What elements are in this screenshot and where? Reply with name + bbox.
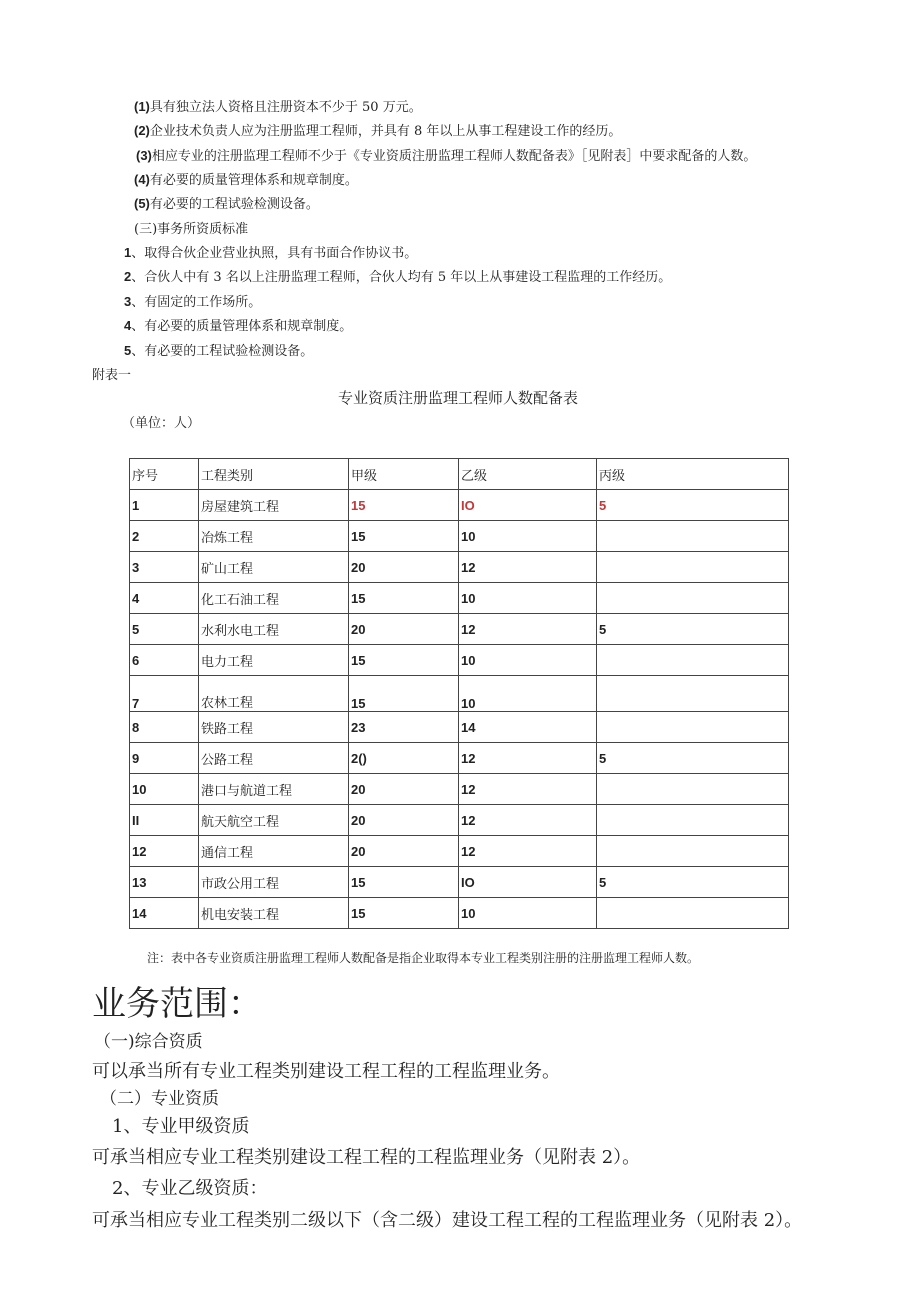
row-grade-a: 20 xyxy=(349,805,459,836)
row-category: 公路工程 xyxy=(199,743,349,774)
row-grade-c: 5 xyxy=(597,867,789,898)
row-grade-b: 10 xyxy=(459,645,597,676)
row-category: 电力工程 xyxy=(199,645,349,676)
row-grade-b: 12 xyxy=(459,614,597,645)
firm-item-4: 4、有必要的质量管理体系和规章制度。 xyxy=(124,318,353,334)
row-index: 7 xyxy=(130,676,199,712)
row-category: 航天航空工程 xyxy=(199,805,349,836)
row-grade-b: 12 xyxy=(459,552,597,583)
table-header-row xyxy=(130,459,789,490)
table-row xyxy=(130,614,789,645)
row-grade-c xyxy=(597,676,789,712)
row-grade-b: 12 xyxy=(459,805,597,836)
row-grade-c: 5 xyxy=(597,490,789,521)
table-row xyxy=(130,583,789,614)
table-row xyxy=(130,743,789,774)
table-row xyxy=(130,898,789,929)
row-grade-b: 10 xyxy=(459,898,597,929)
row-grade-b: IO xyxy=(459,490,597,521)
row-grade-b: 14 xyxy=(459,712,597,743)
row-grade-a: 15 xyxy=(349,645,459,676)
row-grade-c xyxy=(597,552,789,583)
row-grade-a: 15 xyxy=(349,867,459,898)
professional-heading: （二）专业资质 xyxy=(100,1089,219,1109)
row-index: 10 xyxy=(130,774,199,805)
row-grade-a: 15 xyxy=(349,521,459,552)
comprehensive-text: 可以承当所有专业工程类别建设工程工程的工程监理业务。 xyxy=(92,1061,560,1082)
row-index: 14 xyxy=(130,898,199,929)
requirement-2: (2)企业技术负责人应为注册监理工程师，并具有 8 年以上从事工程建设工作的经历。 xyxy=(134,123,622,139)
row-index: 3 xyxy=(130,552,199,583)
row-grade-c xyxy=(597,712,789,743)
row-index: 4 xyxy=(130,583,199,614)
requirement-3: (3)相应专业的注册监理工程师不少于《专业资质注册监理工程师人数配备表》［见附表］中要求配备的人数。 xyxy=(136,148,757,164)
table-note: 注：表中各专业资质注册监理工程师人数配备是指企业取得本专业工程类别注册的注册监理工程师人数。 xyxy=(147,951,700,965)
row-index: 12 xyxy=(130,836,199,867)
row-category: 市政公用工程 xyxy=(199,867,349,898)
row-category: 港口与航道工程 xyxy=(199,774,349,805)
table-row xyxy=(130,836,789,867)
table-row xyxy=(130,712,789,743)
row-grade-a: 20 xyxy=(349,552,459,583)
requirement-5: (5)有必要的工程试验检测设备。 xyxy=(134,196,319,212)
row-grade-a: 23 xyxy=(349,712,459,743)
row-category: 农林工程 xyxy=(199,676,349,712)
grade-b-text: 可承当相应专业工程类别二级以下（含二级）建设工程工程的工程监理业务（见附表 2）。 xyxy=(92,1210,803,1231)
row-category: 铁路工程 xyxy=(199,712,349,743)
grade-b-heading: 2、专业乙级资质： xyxy=(112,1178,268,1199)
row-category: 矿山工程 xyxy=(199,552,349,583)
grade-a-text: 可承当相应专业工程类别建设工程工程的工程监理业务（见附表 2）。 xyxy=(92,1147,641,1168)
header-category: 工程类别 xyxy=(199,459,349,490)
header-index: 序号 xyxy=(130,459,199,490)
row-grade-c xyxy=(597,521,789,552)
row-index: 9 xyxy=(130,743,199,774)
row-grade-a: 15 xyxy=(349,898,459,929)
table-row xyxy=(130,521,789,552)
row-index: II xyxy=(130,805,199,836)
row-index: 8 xyxy=(130,712,199,743)
row-grade-b: 12 xyxy=(459,774,597,805)
table-row xyxy=(130,490,789,521)
scope-heading: 业务范围： xyxy=(92,984,262,1024)
header-grade-c: 丙级 xyxy=(597,459,789,490)
table-row xyxy=(130,676,789,712)
row-category: 通信工程 xyxy=(199,836,349,867)
table-row xyxy=(130,774,789,805)
appendix-label: 附表一 xyxy=(92,368,132,383)
row-grade-b: 12 xyxy=(459,743,597,774)
firm-item-2: 2、合伙人中有 3 名以上注册监理工程师，合伙人均有 5 年以上从事建设工程监理的工作经历。 xyxy=(124,269,672,285)
row-grade-c xyxy=(597,774,789,805)
row-grade-a: 20 xyxy=(349,836,459,867)
row-grade-c xyxy=(597,805,789,836)
comprehensive-heading: （一)综合资质 xyxy=(94,1032,203,1052)
row-grade-b: 10 xyxy=(459,583,597,614)
row-index: 2 xyxy=(130,521,199,552)
row-category: 冶炼工程 xyxy=(199,521,349,552)
row-grade-b: 12 xyxy=(459,836,597,867)
table-row xyxy=(130,552,789,583)
table-title: 专业资质注册监理工程师人数配备表 xyxy=(338,389,579,407)
row-category: 化工石油工程 xyxy=(199,583,349,614)
row-grade-a: 15 xyxy=(349,676,459,712)
row-index: 6 xyxy=(130,645,199,676)
row-category: 房屋建筑工程 xyxy=(199,490,349,521)
row-index: 1 xyxy=(130,490,199,521)
row-grade-a: 20 xyxy=(349,614,459,645)
row-index: 13 xyxy=(130,867,199,898)
header-grade-b: 乙级 xyxy=(459,459,597,490)
row-grade-c xyxy=(597,645,789,676)
row-grade-c: 5 xyxy=(597,614,789,645)
grade-a-heading: 1、专业甲级资质 xyxy=(112,1116,250,1137)
staffing-table xyxy=(129,458,789,929)
row-grade-c: 5 xyxy=(597,743,789,774)
row-index: 5 xyxy=(130,614,199,645)
firm-item-1: 1、取得合伙企业营业执照，具有书面合作协议书。 xyxy=(124,245,418,261)
table-row xyxy=(130,645,789,676)
requirement-4: (4)有必要的质量管理体系和规章制度。 xyxy=(134,172,358,188)
row-grade-b: 10 xyxy=(459,521,597,552)
firm-item-5: 5、有必要的工程试验检测设备。 xyxy=(124,343,314,359)
row-grade-c xyxy=(597,898,789,929)
row-grade-a: 15 xyxy=(349,490,459,521)
row-grade-a: 15 xyxy=(349,583,459,614)
header-grade-a: 甲级 xyxy=(349,459,459,490)
table-unit: （单位：人） xyxy=(122,416,201,431)
row-grade-b: IO xyxy=(459,867,597,898)
row-grade-b: 10 xyxy=(459,676,597,712)
row-category: 机电安装工程 xyxy=(199,898,349,929)
row-category: 水利水电工程 xyxy=(199,614,349,645)
row-grade-c xyxy=(597,583,789,614)
firm-section-heading: (三)事务所资质标准 xyxy=(134,222,249,237)
row-grade-c xyxy=(597,836,789,867)
firm-item-3: 3、有固定的工作场所。 xyxy=(124,294,262,310)
row-grade-a: 20 xyxy=(349,774,459,805)
table-row xyxy=(130,867,789,898)
requirement-1: (1)具有独立法人资格且注册资本不少于 50 万元。 xyxy=(134,99,422,115)
table-row xyxy=(130,805,789,836)
row-grade-a: 2() xyxy=(349,743,459,774)
